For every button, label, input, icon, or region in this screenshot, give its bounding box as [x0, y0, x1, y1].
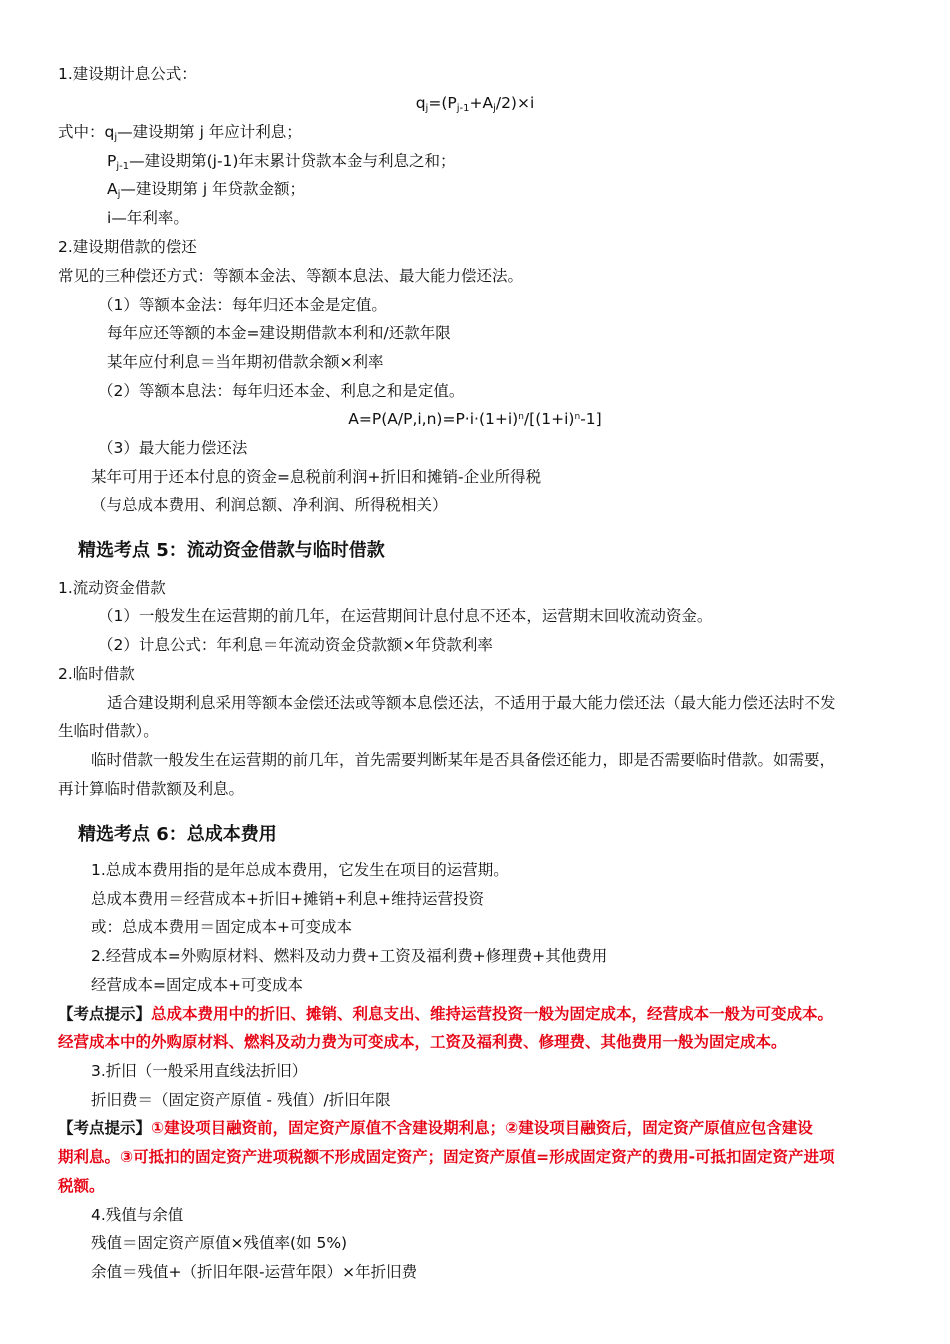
asset-tip-line-2: 期利息。③可抵扣的固定资产进项税额不形成固定资产；固定资产原值=形成固定资产的费用-可抵扣固定资产进项 — [58, 1148, 835, 1166]
temporary-loan-title: 2.临时借款 — [58, 665, 135, 683]
definition-a: $A_j—$建设期第 j 年贷款金额； — [107, 180, 306, 200]
cost-tip-line-2: 经营成本中的外购原材料、燃料及动力费为可变成本，工资及福利费、修理费、其他费用一般为固定成本。 — [58, 1033, 787, 1051]
residual-value-title: 4.残值与余值 — [91, 1206, 184, 1224]
repayment-title: 2.建设期借款的偿还 — [58, 238, 197, 256]
method-1-interest: 某年应付利息＝当年期初借款余额×利率 — [107, 353, 384, 371]
repayment-intro: 常见的三种偿还方式：等额本金法、等额本息法、最大能力偿还法。 — [58, 267, 524, 285]
method-2-title: （2）等额本息法：每年归还本金、利息之和是定值。 — [98, 382, 465, 400]
operating-cost-formula-1: 2.经营成本=外购原材料、燃料及动力费+工资及福利费+修理费+其他费用 — [91, 947, 608, 965]
definition-i: i—年利率。 — [107, 209, 189, 227]
method-1-title: （1）等额本金法：每年归还本金是定值。 — [98, 296, 387, 314]
interest-formula: $q_j=(P_{j-1}+A_j/2)\times i$ — [415, 94, 535, 114]
point-5-heading: 精选考点 5：流动资金借款与临时借款 — [78, 540, 385, 561]
method-3-note: （与总成本费用、利润总额、净利润、所得税相关） — [91, 496, 448, 514]
total-cost-formula-1: 总成本费用＝经营成本+折旧+摊销+利息+维持运营投资 — [91, 890, 484, 908]
working-capital-loan-title: 1.流动资金借款 — [58, 579, 166, 597]
depreciation-formula: 折旧费＝（固定资产原值 - 残值）/折旧年限 — [91, 1091, 391, 1109]
salvage-formula: 残值＝固定资产原值×残值率(如 5%) — [91, 1234, 348, 1252]
interest-formula-title: 1.建设期计息公式： — [58, 65, 197, 83]
method-3-funds: 某年可用于还本付息的资金=息税前利润+折旧和摊销-企业所得税 — [91, 468, 542, 486]
method-1-principal: 每年应还等额的本金=建设期借款本利和/还款年限 — [107, 324, 451, 342]
depreciation-title: 3.折旧（一般采用直线法折旧） — [91, 1062, 308, 1080]
total-cost-definition: 1.总成本费用指的是年总成本费用，它发生在项目的运营期。 — [91, 861, 509, 879]
temporary-loan-para-2-cont: 再计算临时借款额及利息。 — [58, 780, 245, 798]
asset-tip-line-1: 【考点提示】①建设项目融资前，固定资产原值不含建设期利息；②建设项目融资后，固定资产原值应包含建设 — [58, 1119, 813, 1137]
temporary-loan-para-1-cont: 生临时借款）。 — [58, 722, 159, 740]
definition-p: $P_{j-1}—$建设期第(j-1)年末累计贷款本金与利息之和； — [107, 152, 456, 172]
point-6-heading: 精选考点 6：总成本费用 — [78, 824, 277, 845]
asset-tip-line-3: 税额。 — [58, 1177, 105, 1195]
definition-q: 式中：$q_j—$建设期第 j 年应计利息； — [58, 123, 302, 143]
annuity-formula: $A=P(A/P,i,n)=P\cdot i\cdot(1+i)^n/[(1+i)^n-1]$ — [348, 410, 602, 428]
method-3-title: （3）最大能力偿还法 — [98, 439, 248, 457]
temporary-loan-para-1: 适合建设期利息采用等额本金偿还法或等额本息偿还法，不适用于最大能力偿还法（最大能力偿还法时不发 — [107, 694, 836, 712]
working-capital-loan-item-2: （2）计息公式：年利息＝年流动资金贷款额×年贷款利率 — [98, 636, 493, 654]
temporary-loan-para-2: 临时借款一般发生在运营期的前几年，首先需要判断某年是否具备偿还能力，即是否需要临时借款。如需要， — [91, 751, 836, 769]
working-capital-loan-item-1: （1）一般发生在运营期的前几年，在运营期间计息付息不还本，运营期末回收流动资金。 — [98, 607, 713, 625]
residual-formula: 余值＝残值+（折旧年限-运营年限）×年折旧费 — [91, 1263, 418, 1281]
cost-tip-line-1: 【考点提示】总成本费用中的折旧、摊销、利息支出、维持运营投资一般为固定成本，经营成本一般为可变成本。 — [58, 1005, 834, 1023]
total-cost-formula-2: 或：总成本费用＝固定成本+可变成本 — [91, 918, 352, 936]
operating-cost-formula-2: 经营成本=固定成本+可变成本 — [91, 976, 303, 994]
